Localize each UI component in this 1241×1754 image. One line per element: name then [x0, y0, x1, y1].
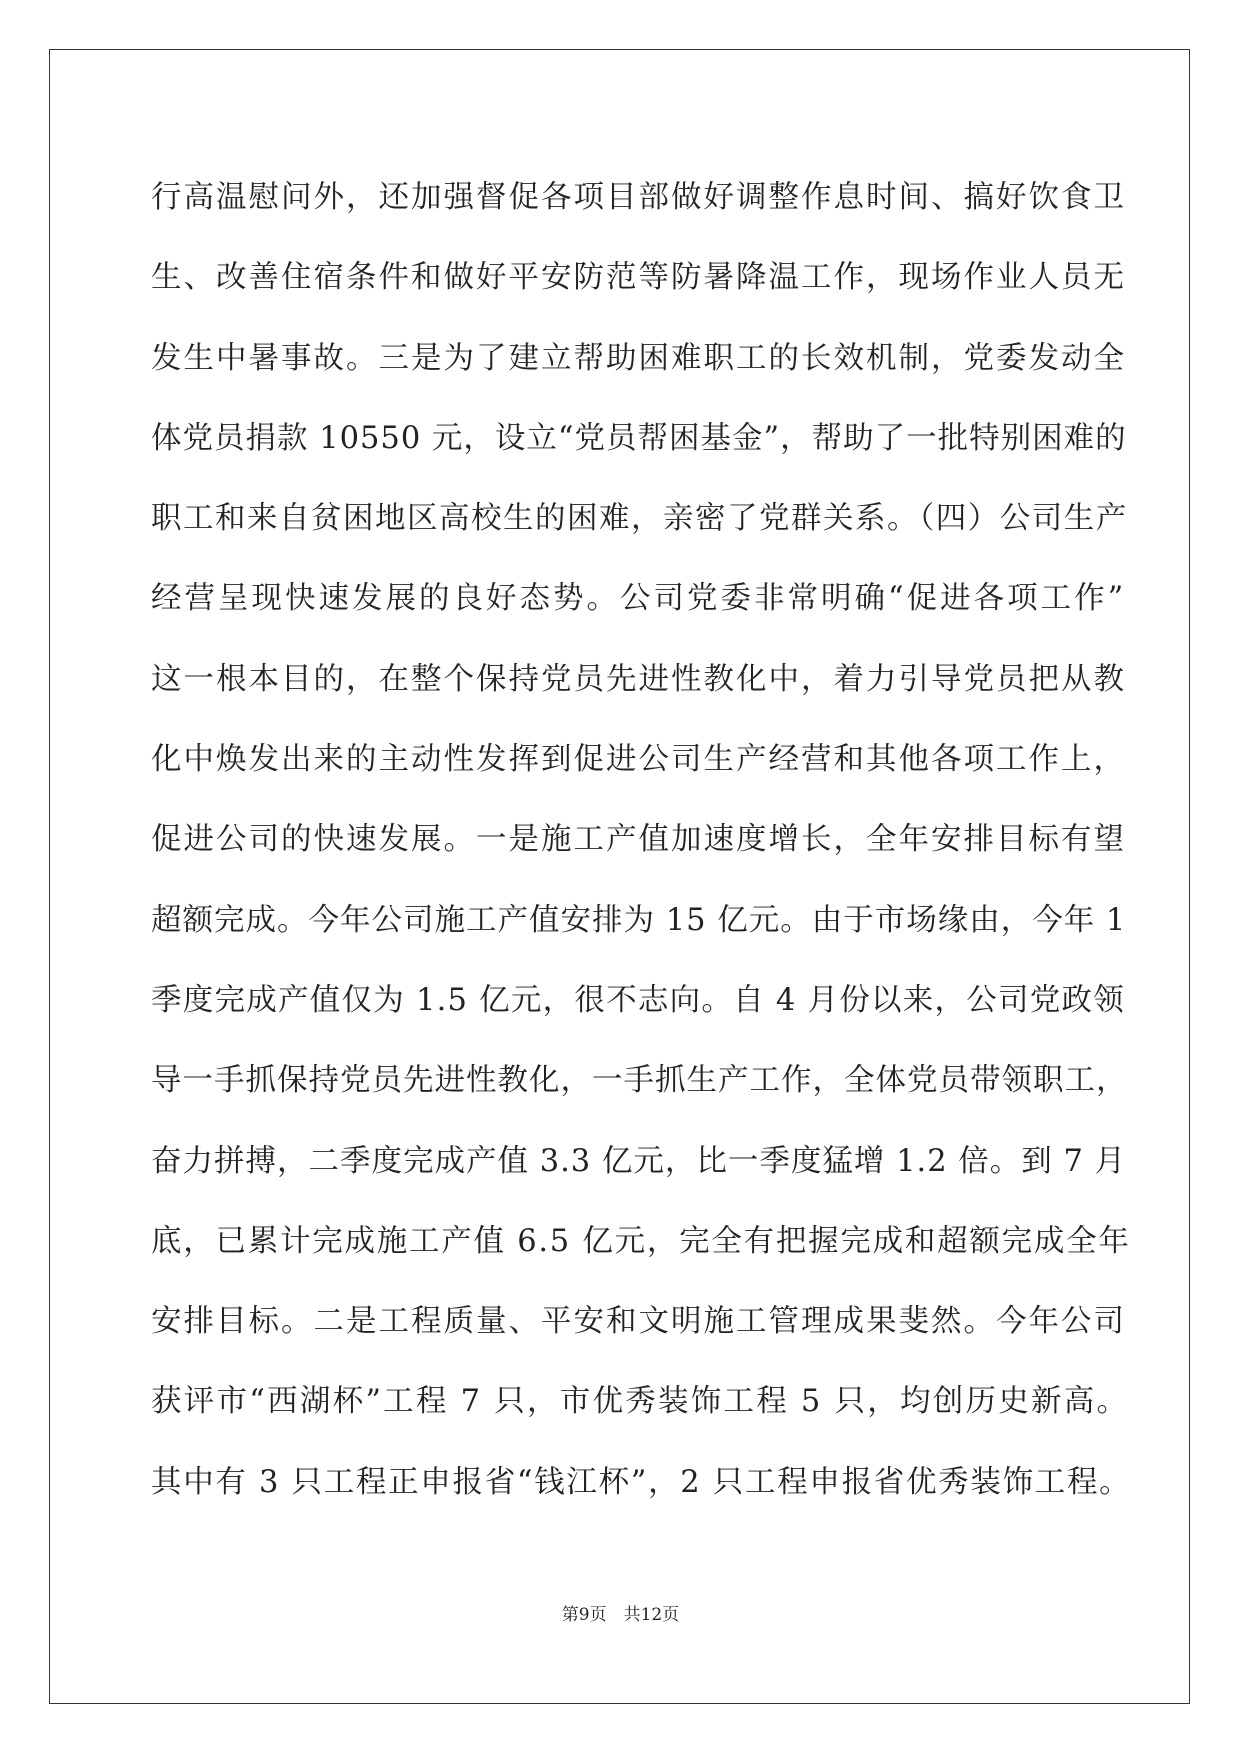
text-line: 体党员捐款 10550 元，设立“党员帮困基金”，帮助了一批特别困难的 [151, 420, 1127, 456]
text-line: 安排目标。二是工程质量、平安和文明施工管理成果斐然。今年公司 [151, 1304, 1126, 1340]
text-line: 行高温慰问外，还加强督促各项目部做好调整作息时间、搞好饮食卫 [151, 180, 1126, 215]
text-line: 职工和来自贫困地区高校生的困难，亲密了党群关系。（四）公司生产 [151, 501, 1128, 537]
text-line: 促进公司的快速发展。一是施工产值加速度增长，全年安排目标有望 [151, 822, 1126, 858]
text-line: 底，已累计完成施工产值 6.5 亿元，完全有把握完成和超额完成全年 [151, 1223, 1131, 1259]
text-line: 这一根本目的，在整个保持党员先进性教化中，着力引导党员把从教 [151, 661, 1126, 697]
document-body [151, 158, 1131, 1523]
page-number: 第9页 共12页 [561, 1605, 680, 1625]
text-line: 获评市“西湖杯”工程 7 只，市优秀装饰工程 5 只，均创历史新高。 [151, 1384, 1130, 1420]
text-line: 发生中暑事故。三是为了建立帮助困难职工的长效机制，党委发动全 [151, 340, 1126, 376]
text-line: 化中焕发出来的主动性发挥到促进公司生产经营和其他各项工作上， [151, 742, 1126, 778]
text-line: 导一手抓保持党员先进性教化，一手抓生产工作，全体党员带领职工， [151, 1063, 1128, 1099]
text-line: 生、改善住宿条件和做好平安防范等防暑降温工作，现场作业人员无 [151, 260, 1126, 296]
text-line: 经营呈现快速发展的良好态势。公司党委非常明确“促进各项工作” [151, 581, 1127, 617]
text-line: 季度完成产值仅为 1.5 亿元，很不志向。自 4 月份以来，公司党政领 [151, 982, 1125, 1018]
text-line: 奋力拼搏，二季度完成产值 3.3 亿元，比一季度猛增 1.2 倍。到 7 月 [151, 1143, 1127, 1179]
text-line: 其中有 3 只工程正申报省“钱江杯”，2 只工程申报省优秀装饰工程。 [151, 1464, 1132, 1500]
text-line: 超额完成。今年公司施工产值安排为 15 亿元。由于市场缘由，今年 1 [151, 902, 1127, 938]
